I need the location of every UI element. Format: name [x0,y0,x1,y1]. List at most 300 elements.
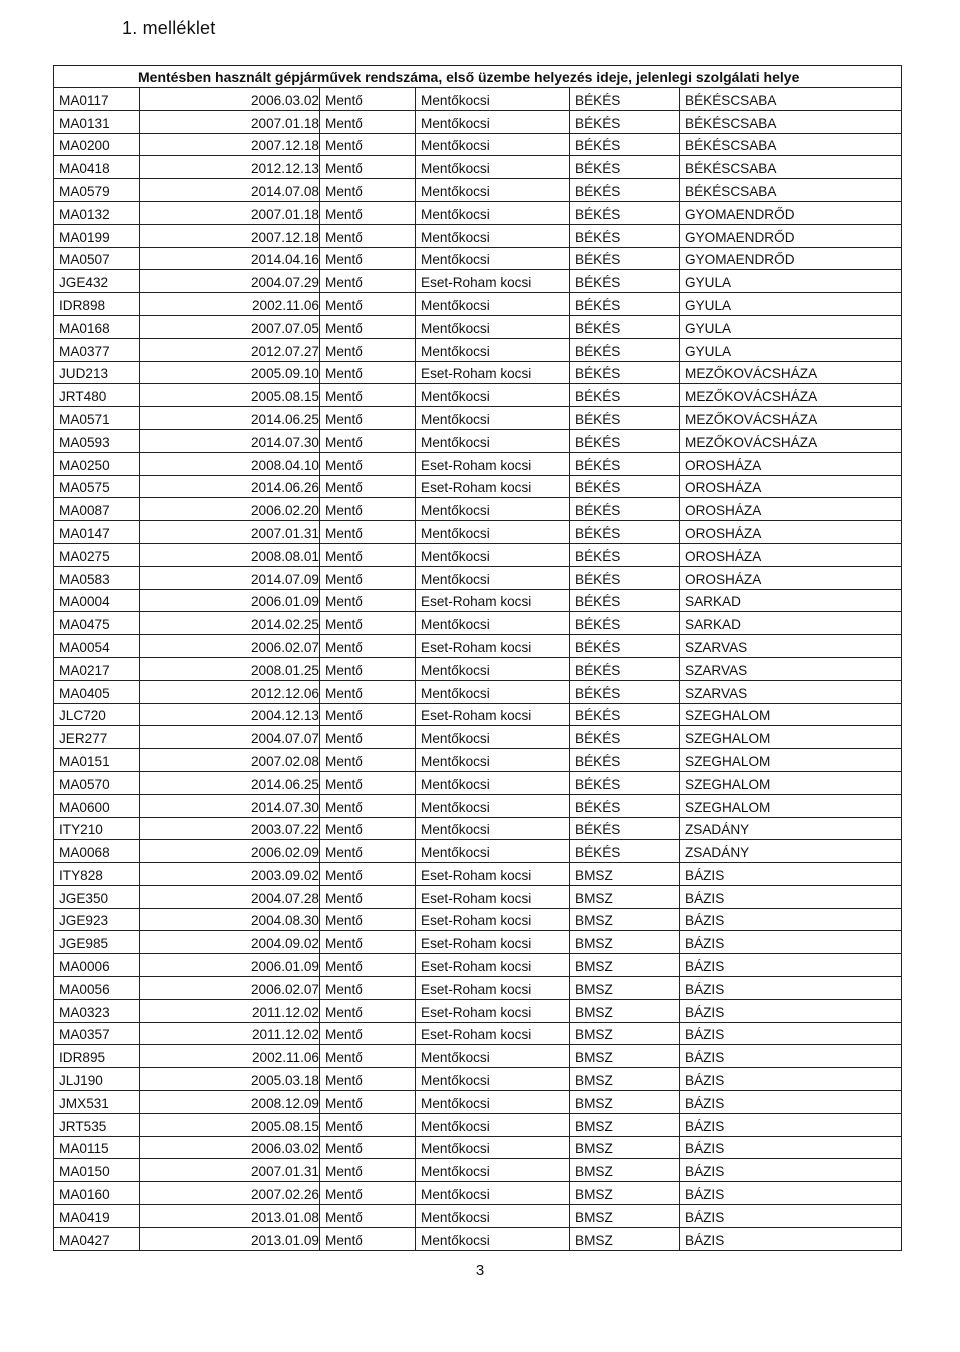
table-row [54,1182,902,1205]
county-cell: BMSZ [570,1113,680,1136]
station-cell: ZSADÁNY [680,817,902,840]
category-cell: Mentő [320,293,416,316]
date-cell: 2008.12.09 [140,1091,320,1114]
county-cell: BÉKÉS [570,635,680,658]
vehicle-type-cell: Eset-Roham kocsi [416,885,570,908]
county-cell: BÉKÉS [570,452,680,475]
table-row [54,156,902,179]
table-header-row [54,66,902,88]
date-cell: 2006.01.09 [140,954,320,977]
table-row [54,224,902,247]
category-cell: Mentő [320,1205,416,1228]
plate-cell: JMX531 [54,1091,140,1114]
category-cell: Mentő [320,1068,416,1091]
plate-cell: MA0132 [54,201,140,224]
vehicle-type-cell: Mentőkocsi [416,156,570,179]
category-cell: Mentő [320,657,416,680]
vehicle-type-cell: Eset-Roham kocsi [416,635,570,658]
vehicle-type-cell: Mentőkocsi [416,680,570,703]
station-cell: BÉKÉSCSABA [680,133,902,156]
plate-cell: JRT535 [54,1113,140,1136]
county-cell: BÉKÉS [570,566,680,589]
category-cell: Mentő [320,156,416,179]
category-cell: Mentő [320,475,416,498]
date-cell: 2007.07.05 [140,315,320,338]
table-row [54,612,902,635]
county-cell: BÉKÉS [570,156,680,179]
plate-cell: MA0151 [54,749,140,772]
table-row [54,1113,902,1136]
vehicle-type-cell: Eset-Roham kocsi [416,270,570,293]
table-row [54,794,902,817]
date-cell: 2014.06.26 [140,475,320,498]
table-row [54,1227,902,1250]
table-row [54,270,902,293]
vehicle-type-cell: Eset-Roham kocsi [416,931,570,954]
station-cell: BÁZIS [680,1068,902,1091]
county-cell: BMSZ [570,1068,680,1091]
vehicle-type-cell: Mentőkocsi [416,1227,570,1250]
plate-cell: MA0600 [54,794,140,817]
station-cell: SZEGHALOM [680,726,902,749]
station-cell: SZEGHALOM [680,794,902,817]
date-cell: 2006.03.02 [140,88,320,111]
station-cell: BÉKÉSCSABA [680,156,902,179]
plate-cell: MA0056 [54,977,140,1000]
vehicle-type-cell: Mentőkocsi [416,110,570,133]
vehicle-type-cell: Mentőkocsi [416,315,570,338]
county-cell: BÉKÉS [570,794,680,817]
county-cell: BÉKÉS [570,224,680,247]
plate-cell: MA0004 [54,589,140,612]
category-cell: Mentő [320,179,416,202]
county-cell: BMSZ [570,1136,680,1159]
table-row [54,315,902,338]
vehicle-type-cell: Mentőkocsi [416,338,570,361]
date-cell: 2012.12.06 [140,680,320,703]
plate-cell: MA0068 [54,840,140,863]
table-row [54,657,902,680]
table-row [54,133,902,156]
county-cell: BÉKÉS [570,680,680,703]
station-cell: BÁZIS [680,1091,902,1114]
category-cell: Mentő [320,885,416,908]
date-cell: 2004.07.07 [140,726,320,749]
station-cell: OROSHÁZA [680,521,902,544]
category-cell: Mentő [320,407,416,430]
station-cell: OROSHÁZA [680,475,902,498]
county-cell: BMSZ [570,1182,680,1205]
table-body [54,88,902,1251]
category-cell: Mentő [320,589,416,612]
county-cell: BÉKÉS [570,657,680,680]
category-cell: Mentő [320,1091,416,1114]
plate-cell: MA0115 [54,1136,140,1159]
station-cell: OROSHÁZA [680,543,902,566]
vehicle-type-cell: Eset-Roham kocsi [416,361,570,384]
plate-cell: MA0427 [54,1227,140,1250]
plate-cell: MA0419 [54,1205,140,1228]
station-cell: BÁZIS [680,931,902,954]
vehicle-type-cell: Mentőkocsi [416,1068,570,1091]
county-cell: BÉKÉS [570,429,680,452]
table-row [54,429,902,452]
category-cell: Mentő [320,201,416,224]
plate-cell: JLJ190 [54,1068,140,1091]
category-cell: Mentő [320,954,416,977]
county-cell: BMSZ [570,1205,680,1228]
plate-cell: ITY210 [54,817,140,840]
county-cell: BMSZ [570,977,680,1000]
vehicle-type-cell: Mentőkocsi [416,1159,570,1182]
category-cell: Mentő [320,817,416,840]
date-cell: 2002.11.06 [140,1045,320,1068]
vehicle-type-cell: Mentőkocsi [416,407,570,430]
plate-cell: MA0275 [54,543,140,566]
county-cell: BÉKÉS [570,361,680,384]
vehicle-type-cell: Mentőkocsi [416,840,570,863]
county-cell: BÉKÉS [570,338,680,361]
station-cell: SZEGHALOM [680,703,902,726]
annex-title: 1. melléklet [122,18,216,38]
date-cell: 2014.07.08 [140,179,320,202]
county-cell: BÉKÉS [570,749,680,772]
date-cell: 2011.12.02 [140,999,320,1022]
vehicle-type-cell: Eset-Roham kocsi [416,977,570,1000]
plate-cell: MA0475 [54,612,140,635]
county-cell: BÉKÉS [570,475,680,498]
county-cell: BÉKÉS [570,384,680,407]
table-row [54,863,902,886]
county-cell: BÉKÉS [570,817,680,840]
table-header: Mentésben használt gépjárművek rendszáma, első üzembe helyezés ideje, jelenlegi szolgálati helye [54,66,902,88]
vehicle-type-cell: Mentőkocsi [416,1045,570,1068]
plate-cell: MA0593 [54,429,140,452]
plate-cell: MA0160 [54,1182,140,1205]
category-cell: Mentő [320,452,416,475]
plate-cell: MA0199 [54,224,140,247]
date-cell: 2006.03.02 [140,1136,320,1159]
vehicle-type-cell: Mentőkocsi [416,224,570,247]
station-cell: BÉKÉSCSABA [680,110,902,133]
category-cell: Mentő [320,726,416,749]
vehicle-type-cell: Mentőkocsi [416,657,570,680]
station-cell: SZARVAS [680,657,902,680]
table-row [54,931,902,954]
station-cell: BÁZIS [680,1022,902,1045]
vehicle-type-cell: Eset-Roham kocsi [416,589,570,612]
table-row [54,908,902,931]
category-cell: Mentő [320,110,416,133]
county-cell: BÉKÉS [570,247,680,270]
date-cell: 2006.02.07 [140,977,320,1000]
date-cell: 2004.12.13 [140,703,320,726]
category-cell: Mentő [320,1159,416,1182]
category-cell: Mentő [320,840,416,863]
table-row [54,840,902,863]
station-cell: OROSHÁZA [680,452,902,475]
category-cell: Mentő [320,247,416,270]
vehicle-type-cell: Mentőkocsi [416,201,570,224]
county-cell: BÉKÉS [570,315,680,338]
vehicle-type-cell: Mentőkocsi [416,133,570,156]
county-cell: BÉKÉS [570,270,680,293]
date-cell: 2013.01.09 [140,1227,320,1250]
date-cell: 2008.01.25 [140,657,320,680]
plate-cell: MA0006 [54,954,140,977]
table-row [54,179,902,202]
category-cell: Mentő [320,999,416,1022]
date-cell: 2006.02.09 [140,840,320,863]
plate-cell: MA0200 [54,133,140,156]
table-row [54,771,902,794]
station-cell: BÁZIS [680,885,902,908]
plate-cell: MA0570 [54,771,140,794]
station-cell: GYOMAENDRŐD [680,224,902,247]
date-cell: 2012.12.13 [140,156,320,179]
vehicle-type-cell: Mentőkocsi [416,1091,570,1114]
category-cell: Mentő [320,703,416,726]
date-cell: 2004.09.02 [140,931,320,954]
table-row [54,999,902,1022]
station-cell: OROSHÁZA [680,566,902,589]
plate-cell: MA0147 [54,521,140,544]
date-cell: 2007.02.26 [140,1182,320,1205]
date-cell: 2008.04.10 [140,452,320,475]
category-cell: Mentő [320,749,416,772]
county-cell: BMSZ [570,885,680,908]
vehicle-type-cell: Mentőkocsi [416,612,570,635]
plate-cell: ITY828 [54,863,140,886]
county-cell: BÉKÉS [570,133,680,156]
date-cell: 2004.08.30 [140,908,320,931]
station-cell: MEZŐKOVÁCSHÁZA [680,407,902,430]
vehicle-type-cell: Mentőkocsi [416,521,570,544]
date-cell: 2007.01.18 [140,201,320,224]
plate-cell: JLC720 [54,703,140,726]
county-cell: BMSZ [570,954,680,977]
table-row [54,498,902,521]
date-cell: 2002.11.06 [140,293,320,316]
station-cell: BÁZIS [680,1159,902,1182]
vehicle-type-cell: Eset-Roham kocsi [416,863,570,886]
date-cell: 2014.06.25 [140,407,320,430]
plate-cell: MA0579 [54,179,140,202]
date-cell: 2007.02.08 [140,749,320,772]
table-row [54,977,902,1000]
plate-cell: MA0250 [54,452,140,475]
vehicle-type-cell: Mentőkocsi [416,1205,570,1228]
plate-cell: MA0150 [54,1159,140,1182]
category-cell: Mentő [320,1045,416,1068]
date-cell: 2004.07.28 [140,885,320,908]
county-cell: BÉKÉS [570,179,680,202]
vehicle-type-cell: Mentőkocsi [416,817,570,840]
county-cell: BÉKÉS [570,543,680,566]
category-cell: Mentő [320,133,416,156]
date-cell: 2006.01.09 [140,589,320,612]
category-cell: Mentő [320,224,416,247]
category-cell: Mentő [320,338,416,361]
date-cell: 2014.04.16 [140,247,320,270]
category-cell: Mentő [320,680,416,703]
vehicle-type-cell: Mentőkocsi [416,88,570,111]
plate-cell: JGE985 [54,931,140,954]
vehicle-type-cell: Mentőkocsi [416,1182,570,1205]
category-cell: Mentő [320,1113,416,1136]
date-cell: 2005.08.15 [140,1113,320,1136]
vehicle-type-cell: Mentőkocsi [416,384,570,407]
date-cell: 2007.01.18 [140,110,320,133]
plate-cell: JRT480 [54,384,140,407]
table-row [54,1159,902,1182]
date-cell: 2007.01.31 [140,521,320,544]
category-cell: Mentő [320,384,416,407]
plate-cell: MA0117 [54,88,140,111]
station-cell: GYULA [680,338,902,361]
table-row [54,521,902,544]
station-cell: SZARVAS [680,680,902,703]
county-cell: BÉKÉS [570,201,680,224]
county-cell: BÉKÉS [570,110,680,133]
station-cell: SARKAD [680,612,902,635]
station-cell: GYOMAENDRŐD [680,201,902,224]
county-cell: BÉKÉS [570,407,680,430]
category-cell: Mentő [320,863,416,886]
vehicle-table [53,65,902,1251]
table-row [54,703,902,726]
county-cell: BÉKÉS [570,726,680,749]
category-cell: Mentő [320,1182,416,1205]
category-cell: Mentő [320,429,416,452]
county-cell: BMSZ [570,1159,680,1182]
vehicle-type-cell: Mentőkocsi [416,179,570,202]
table-row [54,338,902,361]
vehicle-type-cell: Eset-Roham kocsi [416,954,570,977]
date-cell: 2003.07.22 [140,817,320,840]
category-cell: Mentő [320,1022,416,1045]
vehicle-type-cell: Mentőkocsi [416,794,570,817]
plate-cell: JGE923 [54,908,140,931]
plate-cell: MA0131 [54,110,140,133]
category-cell: Mentő [320,361,416,384]
date-cell: 2014.06.25 [140,771,320,794]
vehicle-type-cell: Eset-Roham kocsi [416,908,570,931]
county-cell: BÉKÉS [570,293,680,316]
table-row [54,475,902,498]
plate-cell: MA0217 [54,657,140,680]
county-cell: BMSZ [570,908,680,931]
station-cell: MEZŐKOVÁCSHÁZA [680,384,902,407]
station-cell: SZARVAS [680,635,902,658]
station-cell: MEZŐKOVÁCSHÁZA [680,429,902,452]
date-cell: 2003.09.02 [140,863,320,886]
vehicle-type-cell: Mentőkocsi [416,1136,570,1159]
vehicle-type-cell: Mentőkocsi [416,293,570,316]
table-row [54,1045,902,1068]
station-cell: BÁZIS [680,1136,902,1159]
vehicle-type-cell: Eset-Roham kocsi [416,999,570,1022]
category-cell: Mentő [320,521,416,544]
category-cell: Mentő [320,270,416,293]
station-cell: BÁZIS [680,977,902,1000]
date-cell: 2014.07.09 [140,566,320,589]
county-cell: BÉKÉS [570,771,680,794]
county-cell: BÉKÉS [570,703,680,726]
station-cell: SZEGHALOM [680,771,902,794]
county-cell: BÉKÉS [570,589,680,612]
county-cell: BMSZ [570,1022,680,1045]
station-cell: BÁZIS [680,1113,902,1136]
vehicle-type-cell: Eset-Roham kocsi [416,1022,570,1045]
date-cell: 2006.02.20 [140,498,320,521]
category-cell: Mentő [320,908,416,931]
plate-cell: MA0087 [54,498,140,521]
table-row [54,543,902,566]
county-cell: BMSZ [570,863,680,886]
county-cell: BÉKÉS [570,840,680,863]
vehicle-type-cell: Mentőkocsi [416,543,570,566]
vehicle-type-cell: Eset-Roham kocsi [416,703,570,726]
category-cell: Mentő [320,1227,416,1250]
table-row [54,110,902,133]
plate-cell: IDR898 [54,293,140,316]
date-cell: 2008.08.01 [140,543,320,566]
station-cell: BÁZIS [680,1045,902,1068]
station-cell: BÁZIS [680,999,902,1022]
plate-cell: JGE432 [54,270,140,293]
plate-cell: JUD213 [54,361,140,384]
date-cell: 2014.07.30 [140,429,320,452]
vehicle-type-cell: Mentőkocsi [416,498,570,521]
category-cell: Mentő [320,1136,416,1159]
vehicle-type-cell: Mentőkocsi [416,771,570,794]
station-cell: BÉKÉSCSABA [680,179,902,202]
vehicle-type-cell: Mentőkocsi [416,749,570,772]
table-row [54,88,902,111]
table-row [54,1091,902,1114]
station-cell: SZEGHALOM [680,749,902,772]
plate-cell: MA0405 [54,680,140,703]
date-cell: 2005.09.10 [140,361,320,384]
plate-cell: MA0583 [54,566,140,589]
plate-cell: MA0377 [54,338,140,361]
table-row [54,680,902,703]
category-cell: Mentő [320,612,416,635]
plate-cell: MA0507 [54,247,140,270]
plate-cell: MA0571 [54,407,140,430]
county-cell: BMSZ [570,1091,680,1114]
category-cell: Mentő [320,771,416,794]
station-cell: BÁZIS [680,1227,902,1250]
table-row [54,726,902,749]
table-row [54,361,902,384]
county-cell: BÉKÉS [570,612,680,635]
page-number: 3 [475,1262,485,1279]
table-row [54,384,902,407]
table-row [54,407,902,430]
station-cell: GYULA [680,270,902,293]
vehicle-type-cell: Eset-Roham kocsi [416,475,570,498]
date-cell: 2007.01.31 [140,1159,320,1182]
station-cell: BÁZIS [680,908,902,931]
station-cell: MEZŐKOVÁCSHÁZA [680,361,902,384]
station-cell: BÁZIS [680,1205,902,1228]
table-row [54,589,902,612]
table-row [54,817,902,840]
plate-cell: JGE350 [54,885,140,908]
plate-cell: IDR895 [54,1045,140,1068]
